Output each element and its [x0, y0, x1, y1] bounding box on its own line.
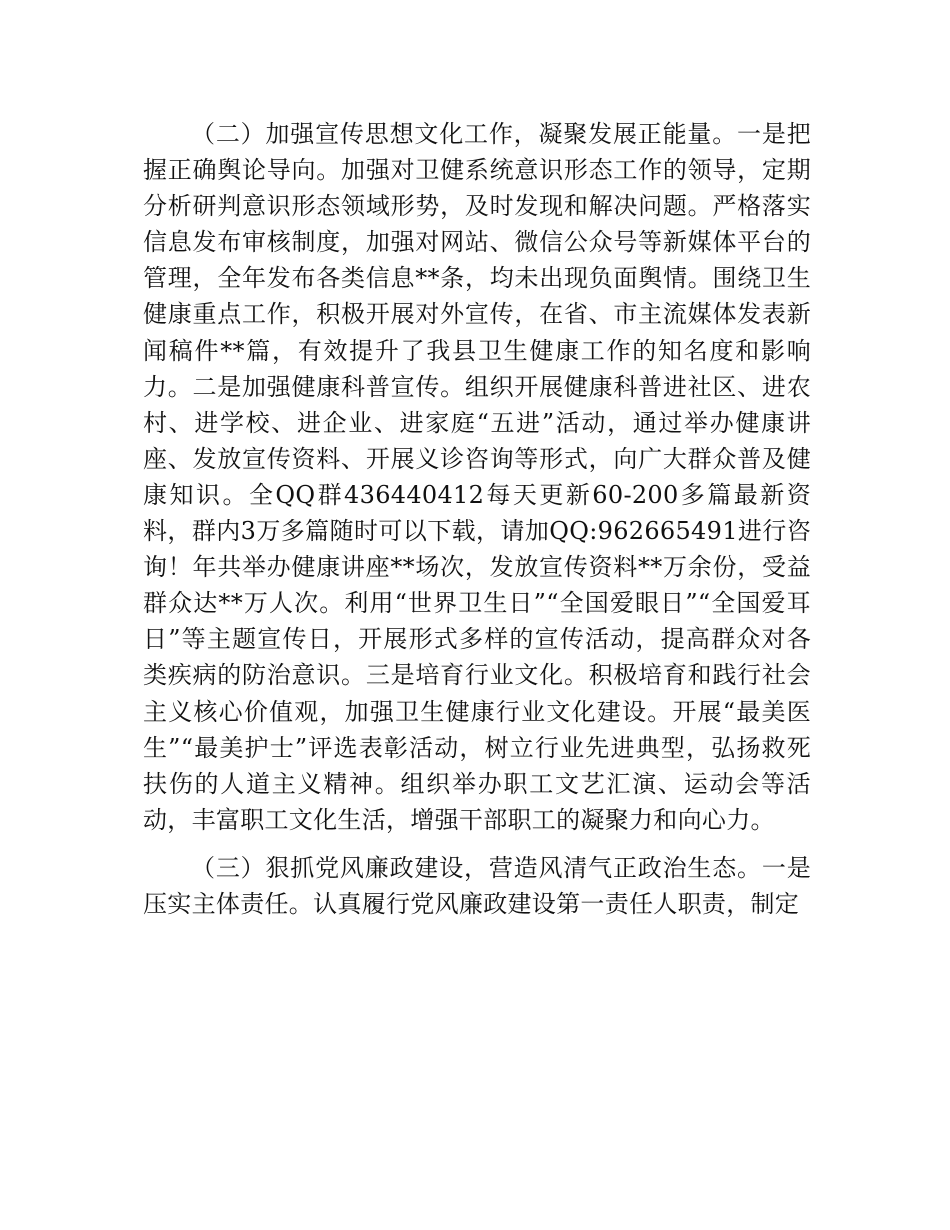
- document-body: [143, 116, 811, 922]
- paragraph-section-three: （三）狠抓党风廉政建设，营造风清气正政治生态。一是压实主体责任。认真履行党风廉政建设第一责任人职责，制定: [143, 853, 811, 918]
- paragraph-section-two: （二）加强宣传思想文化工作，凝聚发展正能量。一是把握正确舆论导向。加强对卫健系统意识形态工作的领导，定期分析研判意识形态领域形势，及时发现和解决问题。严格落实信息发布审核制度，加强对网站、微信公众号等新媒体平台的管理，全年发布各类信息**条，均未出现负面舆情。围绕卫生健康重点工作，积极开展对外宣传，在省、市主流媒体发表新闻稿件**篇，有效提升了我县卫生健康工作的知名度和影响力。二是加强健康科普宣传。组织开展健康科普进社区、进农村、进学校、进企业、进家庭“五进”活动，通过举办健康讲座、发放宣传资料、开展义诊咨询等形式，向广大群众普及健康知识。全QQ群436440412每天更新60-200多篇最新资料，群内3万多篇随时可以下载，请加QQ:962665491进行咨询！年共举办健康讲座**场次，发放宣传资料**万余份，受益群众达**万人次。利用“世界卫生日”“全国爱眼日”“全国爱耳日”等主题宣传日，开展形式多样的宣传活动，提高群众对各类疾病的防治意识。三是培育行业文化。积极培育和践行社会主义核心价值观，加强卫生健康行业文化建设。开展“最美医生”“最美护士”评选表彰活动，树立行业先进典型，弘扬救死扶伤的人道主义精神。组织举办职工文艺汇演、运动会等活动，丰富职工文化生活，增强干部职工的凝聚力和向心力。: [143, 120, 811, 834]
